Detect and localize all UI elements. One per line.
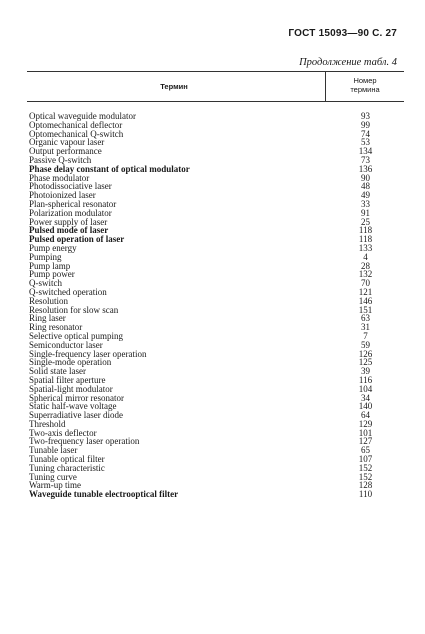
- term-cell: Optomechanical deflector: [29, 119, 123, 130]
- term-number-cell: 152: [358, 462, 373, 473]
- column-header-number-line1: Номер: [353, 76, 377, 85]
- table-row: [27, 314, 404, 323]
- term-number-cell: 93: [361, 111, 370, 121]
- term-number-cell: 118: [358, 234, 373, 245]
- term-cell: Selective optical pumping: [29, 330, 123, 341]
- term-cell: Polarization modulator: [29, 207, 112, 218]
- term-cell: Static half-wave voltage: [29, 401, 117, 412]
- term-cell: Photodissociative laser: [29, 181, 112, 192]
- term-cell: Tunable laser: [29, 445, 78, 456]
- table-row: [27, 235, 404, 244]
- term-cell: Pumping: [29, 251, 62, 262]
- terms-table: [27, 71, 404, 499]
- term-number-cell: 101: [358, 427, 373, 438]
- term-number-cell: 134: [358, 146, 373, 157]
- term-number-cell: 116: [358, 374, 373, 385]
- term-number-cell: 31: [361, 322, 370, 333]
- term-number-cell: 99: [361, 119, 370, 130]
- term-number-cell: 73: [361, 154, 370, 165]
- term-number-cell: 118: [358, 225, 373, 236]
- term-cell: Tunable optical filter: [29, 454, 105, 465]
- term-cell: Spatial-light modulator: [29, 383, 113, 394]
- table-row: [27, 253, 404, 262]
- term-number-cell: 59: [361, 339, 370, 350]
- term-cell: Q-switch: [29, 278, 62, 289]
- column-header-number: [326, 76, 404, 94]
- term-cell: Tuning characteristic: [29, 462, 105, 473]
- term-cell: Pump lamp: [29, 260, 71, 271]
- term-cell: Semiconductor laser: [29, 339, 103, 350]
- table-continuation-label: Продолжение табл. 4: [299, 57, 397, 68]
- table-row: [27, 464, 404, 473]
- term-cell: Single-frequency laser operation: [29, 348, 147, 359]
- term-number-cell: 33: [361, 198, 370, 209]
- term-number-cell: 140: [358, 401, 373, 412]
- term-cell: Ring resonator: [29, 322, 83, 333]
- table-row: [27, 270, 404, 279]
- term-number-cell: 136: [358, 163, 373, 174]
- term-number-cell: 4: [363, 251, 368, 262]
- term-cell: Optomechanical Q-switch: [29, 128, 124, 139]
- term-cell: Pulsed operation of laser: [29, 234, 125, 245]
- term-cell: Two-axis deflector: [29, 427, 97, 438]
- term-number-cell: 107: [358, 454, 373, 465]
- term-number-cell: 65: [361, 445, 370, 456]
- term-number-cell: 121: [358, 286, 373, 297]
- term-cell: Ring laser: [29, 313, 66, 324]
- term-cell: Solid state laser: [29, 366, 86, 377]
- table-row: [27, 244, 404, 253]
- term-cell: Phase modulator: [29, 172, 90, 183]
- table-row: [27, 288, 404, 297]
- term-number-cell: 63: [361, 313, 370, 324]
- table-body: [27, 112, 404, 499]
- column-header-number-line2: термина: [350, 85, 380, 94]
- table-row: [27, 490, 404, 499]
- term-number-cell: 49: [361, 190, 370, 201]
- term-number-cell: 53: [361, 137, 370, 148]
- term-cell: Tuning curve: [29, 471, 77, 482]
- term-cell: Pump power: [29, 269, 75, 280]
- table-header: [27, 71, 404, 102]
- table-row: [27, 262, 404, 271]
- term-number-cell: 25: [361, 216, 370, 227]
- term-cell: Resolution for slow scan: [29, 304, 119, 315]
- term-cell: Spatial filter aperture: [29, 374, 106, 385]
- column-header-term: Термин: [160, 82, 188, 91]
- term-cell: Pulsed mode of laser: [29, 225, 109, 236]
- term-number-cell: 110: [358, 489, 373, 500]
- term-number-cell: 127: [358, 436, 373, 447]
- term-cell: Superradiative laser diode: [29, 410, 123, 421]
- term-number-cell: 133: [358, 242, 373, 253]
- table-row: [27, 437, 404, 446]
- term-cell: Power supply of laser: [29, 216, 108, 227]
- term-cell: Waveguide tunable electrooptical filter: [29, 489, 179, 500]
- table-row: [27, 411, 404, 420]
- term-cell: Organic vapour laser: [29, 137, 105, 148]
- term-number-cell: 128: [358, 480, 373, 491]
- term-number-cell: 70: [361, 278, 370, 289]
- term-cell: Single-mode operation: [29, 357, 112, 368]
- term-number-cell: 125: [358, 357, 373, 368]
- term-cell: Optical waveguide modulator: [29, 111, 136, 121]
- term-number-cell: 90: [361, 172, 370, 183]
- term-number-cell: 104: [358, 383, 373, 394]
- term-cell: Pump energy: [29, 242, 77, 253]
- term-number-cell: 7: [363, 330, 368, 341]
- table-row: [27, 306, 404, 315]
- term-number-cell: 34: [361, 392, 370, 403]
- term-cell: Resolution: [29, 295, 69, 306]
- page-header: ГОСТ 15093—90 С. 27: [288, 28, 397, 39]
- term-number-cell: 129: [358, 418, 373, 429]
- term-cell: Threshold: [29, 418, 66, 429]
- term-cell: Q-switched operation: [29, 286, 107, 297]
- term-number-cell: 146: [358, 295, 373, 306]
- term-number-cell: 39: [361, 366, 370, 377]
- term-cell: Plan-spherical resonator: [29, 198, 117, 209]
- term-number-cell: 152: [358, 471, 373, 482]
- term-cell: Photoionized laser: [29, 190, 96, 201]
- term-cell: Two-frequency laser operation: [29, 436, 140, 447]
- term-number-cell: 28: [361, 260, 370, 271]
- term-number-cell: 48: [361, 181, 370, 192]
- term-number-cell: 64: [361, 410, 370, 421]
- term-number-cell: 151: [358, 304, 373, 315]
- term-number-cell: 132: [358, 269, 373, 280]
- term-cell: Passive Q-switch: [29, 154, 92, 165]
- term-cell: Phase delay constant of optical modulator: [29, 163, 190, 174]
- term-number-cell: 126: [358, 348, 373, 359]
- table-row: [27, 473, 404, 482]
- term-cell: Spherical mirror resonator: [29, 392, 124, 403]
- term-cell: Output performance: [29, 146, 102, 157]
- term-number-cell: 74: [361, 128, 370, 139]
- term-number-cell: 91: [361, 207, 370, 218]
- term-cell: Warm-up time: [29, 480, 82, 491]
